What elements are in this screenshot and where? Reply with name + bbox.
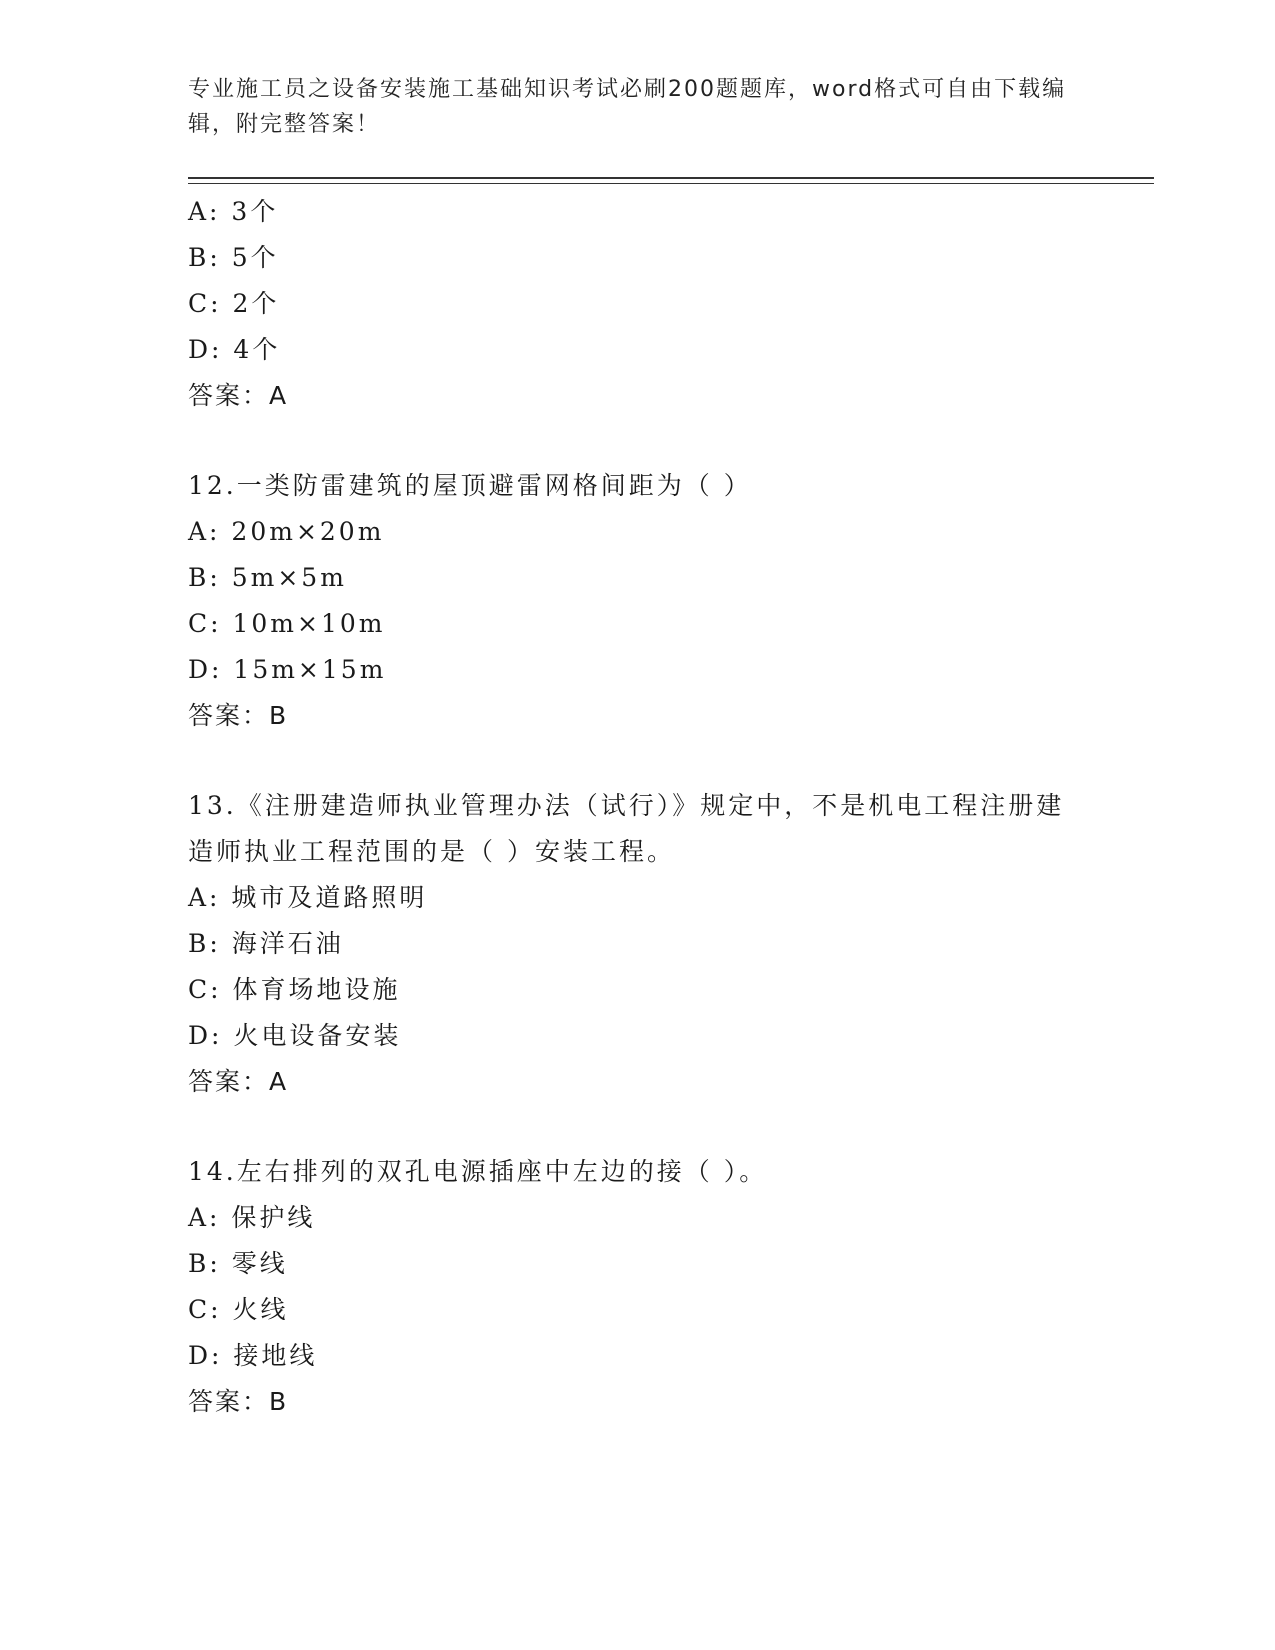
- q13-answer: 答案：A: [188, 1067, 289, 1096]
- header-divider-thick: [188, 177, 1154, 179]
- q12-option-d: D: 15m×15m: [188, 655, 387, 684]
- q11-option-d: D: 4个: [188, 335, 281, 364]
- q12-answer: 答案：B: [188, 701, 289, 730]
- q14-option-a: A: 保护线: [188, 1203, 316, 1232]
- spacer: [188, 419, 1088, 463]
- q12-option-a: A: 20m×20m: [188, 517, 385, 546]
- q11-answer: 答案：A: [188, 381, 289, 410]
- q13-option-d: D: 火电设备安装: [188, 1021, 402, 1050]
- q13-option-b: B: 海洋石油: [188, 929, 344, 958]
- question-13-block: [188, 783, 1088, 1105]
- question-12-block: [188, 463, 1088, 739]
- spacer: [188, 739, 1088, 783]
- header-divider-thin: [188, 183, 1154, 184]
- q13-option-a: A: 城市及道路照明: [188, 883, 428, 912]
- q13-option-c: C: 体育场地设施: [188, 975, 401, 1004]
- q14-option-c: C: 火线: [188, 1295, 289, 1324]
- document-header: 专业施工员之设备安装施工基础知识考试必刷200题题库，word格式可自由下载编辑，附完整答案！: [188, 77, 1067, 137]
- question-11-block: [188, 189, 1088, 419]
- question-list: [188, 189, 1088, 1425]
- question-14-block: [188, 1149, 1088, 1425]
- spacer: [188, 1105, 1088, 1149]
- q11-option-c: C: 2个: [188, 289, 280, 318]
- q12-option-b: B: 5m×5m: [188, 563, 347, 592]
- q13-title: 13.《注册建造师执业管理办法（试行）》规定中，不是机电工程注册建造师执业工程范围的是（ ）安装工程。: [188, 791, 1065, 866]
- q12-option-c: C: 10m×10m: [188, 609, 386, 638]
- q12-title: 12.一类防雷建筑的屋顶避雷网格间距为（ ）: [188, 471, 752, 500]
- q14-option-d: D: 接地线: [188, 1341, 318, 1370]
- q14-option-b: B: 零线: [188, 1249, 288, 1278]
- q11-option-a: A: 3个: [188, 197, 279, 226]
- q11-option-b: B: 5个: [188, 243, 279, 272]
- q14-title: 14.左右排列的双孔电源插座中左边的接（ ）。: [188, 1157, 768, 1186]
- q14-answer: 答案：B: [188, 1387, 289, 1416]
